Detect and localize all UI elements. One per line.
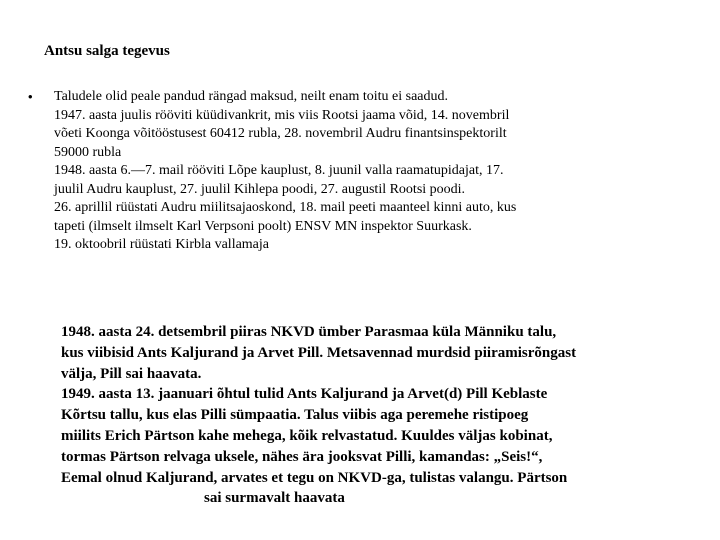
bullet-text-line: 19. oktoobril rüüstati Kirbla vallamaja (54, 237, 270, 252)
bold-paragraph-line: miilits Erich Pärtson kahe mehega, kõik relvastatud. Kuuldes väljas kobinat, (61, 427, 553, 444)
slide-title: Antsu salga tegevus (44, 43, 170, 59)
bold-paragraph-line: välja, Pill sai haavata. (61, 365, 202, 382)
bullet-text-line: 1948. aasta 6.—7. mail rööviti Lõpe kauplust, 8. juunil valla raamatupidajat, 17. (54, 163, 504, 178)
bold-paragraph-line: tormas Pärtson relvaga uksele, nähes ära jooksvat Pilli, kamandas: „Seis!“, (61, 448, 543, 465)
bold-paragraph-line: sai surmavalt haavata (204, 490, 345, 507)
bullet-marker: • (28, 89, 33, 104)
bullet-text-line: 1947. aasta juulis rööviti küüdivankrit, mis viis Rootsi jaama võid, 14. novembril (54, 107, 510, 123)
bullet-text-line: Taludele olid peale pandud rängad maksud, neilt enam toitu ei saadud. (54, 89, 449, 104)
bold-paragraph-line: Kõrtsu tallu, kus elas Pilli sümpaatia. Talus viibis aga peremehe ristipoeg (61, 407, 529, 424)
bold-paragraph-line: kus viibisid Ants Kaljurand ja Arvet Pill. Metsavennad murdsid piiramisrõngast (61, 344, 577, 361)
bold-paragraph (61, 322, 681, 509)
bullet-text-line: 59000 rubla (54, 144, 122, 160)
bullet-text-line: juulil Audru kauplust, 27. juulil Kihlepa poodi, 27. augustil Rootsi poodi. (54, 181, 466, 197)
bold-paragraph-line: Eemal olnud Kaljurand, arvates et tegu on NKVD-ga, tulistas valangu. Pärtson (61, 469, 568, 486)
bullet-text-line: tapeti (ilmselt ilmselt Karl Verpsoni poolt) ENSV MN inspektor Suurkask. (54, 218, 472, 234)
bullet-text-line: 26. aprillil rüüstati Audru miilitsajaoskond, 18. mail peeti maanteel kinni auto, kus (54, 200, 517, 215)
bold-paragraph-line: 1948. aasta 24. detsembril piiras NKVD ümber Parasmaa küla Männiku talu, (61, 324, 557, 340)
bullet-text (54, 88, 688, 255)
bold-paragraph-line: 1949. aasta 13. jaanuari õhtul tulid Ants Kaljurand ja Arvet(d) Pill Keblaste (61, 386, 548, 403)
bullet-text-line: võeti Koonga võitööstusest 60412 rubla, 28. novembril Audru finantsinspektorilt (54, 126, 507, 141)
